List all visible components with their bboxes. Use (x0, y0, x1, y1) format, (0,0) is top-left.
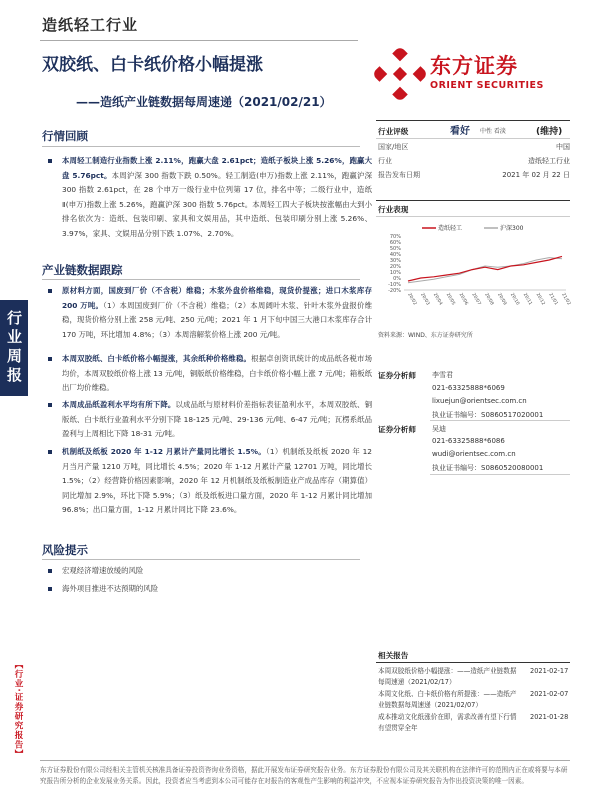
related-heading: 相关报告 (378, 651, 409, 660)
rating-row-key: 行业 (378, 157, 392, 165)
related-title[interactable]: 本周文化纸、白卡纸价格有所提涨：——造纸产业链数据每周速递（2021/02/07） (378, 690, 517, 709)
related-date: 2021-01-28 (530, 713, 569, 721)
analyst-title: 证券分析师 (378, 425, 416, 434)
related-rule (376, 662, 570, 663)
x-tick-label: 20/12 (534, 292, 546, 307)
rating-rule (376, 120, 570, 121)
list-item: 海外项目推进不达预期的风险 (62, 582, 372, 597)
x-tick-label: 20/03 (419, 292, 430, 307)
analyst-name: 吴迪 (432, 425, 446, 433)
rating-thin-rule (376, 138, 570, 139)
report-subtitle: ——造纸产业链数据每周速递（2021/02/21） (76, 95, 332, 109)
logo-name-en: ORIENT SECURITIES (430, 80, 544, 91)
y-tick-label: 10% (389, 270, 401, 276)
list-item: 机制纸及纸板 2020 年 1-12 月累计产量同比增长 1.5%。（1）机制纸及纸板 2020 年 12 月当月产量 1210 万吨，同比增长 4.5%；2020 年 1-12 月累计产量 12701 万吨，同比增长 1.5%；（2）经营降价格因素影响，2020 年 12 月机制纸及纸板制造业产成品库存（期算值）同比增加 2.9%，环比下降 5.9%；（3）纸及纸板进口量方面，2020 年 1-12 月累计同比增加 96.8%；出口量方面，1-12 月累计同比下降 23.6%。 (62, 445, 372, 518)
analyst-name: 李雪君 (432, 371, 453, 379)
report-title: 双胶纸、白卡纸价格小幅提涨 (42, 55, 263, 75)
analyst-phone: 021-63325888*6086 (432, 437, 505, 445)
bullet-icon (48, 357, 52, 361)
performance-chart (376, 218, 570, 318)
rating-label: 行业评级 (378, 127, 409, 136)
list-item: 宏观经济增速放缓的风险 (62, 564, 372, 579)
x-tick-label: 20/10 (508, 292, 520, 307)
list-item: 本周双胶纸、白卡纸价格小幅提涨，其余纸种价格维稳。根据卓创资讯统计的成品纸各税市场均价，本周双胶纸价格上涨 13 元/吨，铜版纸价格维稳，白卡纸价格小幅上涨 7 元/吨；箱板纸出厂均价维稳。 (62, 352, 372, 396)
related-date: 2021-02-17 (530, 667, 569, 675)
rating-value: 看好 (450, 126, 470, 137)
bullet-icon (48, 587, 52, 591)
x-tick-label: 20/08 (483, 292, 495, 307)
side-tab: 行业周报 (0, 300, 28, 396)
perf-thin-rule (376, 216, 570, 217)
related-date: 2021-02-07 (530, 690, 569, 698)
rating-row-value: 造纸轻工行业 (528, 157, 570, 165)
list-item: 本周成品纸盈利水平均有所下降。以成品纸与原材料价差指标表征盈利水平，本周双胶纸、铜版纸、白卡纸行业盈利水平分别下降 18-125 元/吨、29-136 元/吨、6-47 元/吨；瓦楞系纸品盈利与上周相比下降 18-31 元/吨。 (62, 398, 372, 442)
x-tick-label: 21/01 (547, 292, 559, 307)
header-rule (40, 40, 358, 41)
y-tick-label: -20% (388, 288, 401, 294)
perf-heading: 行业表现 (378, 205, 409, 214)
rating-row-key: 报告发布日期 (378, 171, 420, 179)
report-category: 造纸轻工行业 (42, 16, 139, 34)
chart-source: 资料来源：WIND、东方证券研究所 (378, 332, 473, 339)
rating-row-key: 国家/地区 (378, 143, 409, 151)
y-tick-label: -10% (388, 282, 401, 288)
rating-row-value: 中国 (556, 143, 570, 151)
bullet-icon (48, 289, 52, 293)
x-tick-label: 20/04 (431, 292, 443, 307)
analyst-title: 证券分析师 (378, 371, 416, 380)
footer-rule (40, 760, 570, 761)
x-tick-label: 20/07 (470, 292, 482, 307)
analyst-phone: 021-63325888*6069 (432, 384, 505, 392)
x-tick-label: 20/11 (521, 292, 533, 307)
y-tick-label: 40% (389, 252, 401, 258)
series-line-paper (408, 256, 562, 281)
section-heading-review: 行情回顾 (42, 129, 88, 143)
logo-mark-icon (374, 48, 426, 100)
section-rule (42, 279, 360, 280)
legend-label-hs300: 沪深300 (500, 225, 524, 232)
analyst-email[interactable]: lixuejun@orientsec.com.cn (432, 397, 527, 405)
rating-status: (维持) (536, 127, 563, 137)
bullet-icon (48, 450, 52, 454)
bullet-icon (48, 159, 52, 163)
section-heading-chain: 产业链数据跟踪 (42, 263, 123, 277)
x-tick-label: 20/02 (406, 292, 418, 307)
y-tick-label: 20% (389, 264, 401, 270)
bullet-icon (48, 569, 52, 573)
y-tick-label: 50% (389, 246, 401, 252)
legend-label-paper: 造纸轻工 (438, 225, 463, 232)
analyst-cert: 执业证书编号：S0860517020001 (432, 411, 544, 419)
section-rule (42, 146, 360, 147)
list-item: 原材料方面，国废到厂价（不含税）维稳；木浆外盘价格维稳，现货价提涨；进口木浆库存 200 万吨。（1）本周国废到厂价（不含税）维稳；（2）本周阔叶木浆、针叶木浆外盘报价维稳，现货价格分别上涨 258 元/吨、250 元/吨；2021 年 1 月下旬中国三大港口木浆库存合计 170 万吨，环比增加 4.8%；（3）本周溶解浆价格上涨 200 元/吨。 (62, 284, 372, 342)
footer-disclaimer: 东方证券股份有限公司经相关主管机关核准具备证券投资咨询业务资格，据此开展发布证券研究报告业务。东方证券股份有限公司及其关联机构在法律许可的范围内正在或将要与本研究报告所分析的企业发展业务关系。因此，投资者应当考虑到本公司可能存在对报告的客观性产生影响的利益冲突，不应视本证券研究报告为作出投资决策的唯一因素。 (40, 766, 568, 785)
y-tick-label: 60% (389, 240, 401, 246)
related-title[interactable]: 成本推动文化纸涨价在即，需求改善有望下行情有望贯穿全年 (378, 713, 517, 732)
analyst-cert: 执业证书编号：S0860520080001 (432, 464, 544, 472)
y-tick-label: 30% (389, 258, 401, 264)
analyst-email[interactable]: wudi@orientsec.com.cn (432, 450, 516, 458)
related-title[interactable]: 本周双胶纸价格小幅提涨：——造纸产业链数据每周速递（2021/02/17） (378, 667, 517, 686)
list-item: 本周轻工制造行业指数上涨 2.11%，跑赢大盘 2.61pct；造纸子板块上涨 5.26%，跑赢大盘 5.76pct。本周沪深 300 指数下跌 0.50%。轻工制造(申万)指数上涨 2.11%，跑赢沪深 300 指数 2.61pct，在 28 个申万一级行业中位列第 17 位，排名中等；二级行业中，造纸Ⅱ(申万)指数上涨 5.26%，跑赢沪深 300 指数 5.76pct。本周轻工四大子板块按涨幅由大到小排名依次为：造纸、包装印刷、家具和文娱用品，其中造纸、包装印刷分别上涨 5.26%、3.97%，家具、文娱用品分别下跌 1.07%、2.70%。 (62, 154, 372, 242)
side-note: 【行业·证券研究报告】 (13, 660, 23, 760)
y-tick-label: 70% (389, 234, 401, 240)
y-tick-label: 0% (393, 276, 401, 282)
section-rule (42, 559, 360, 560)
x-tick-label: 20/09 (496, 292, 507, 307)
rating-row-value: 2021 年 02 月 22 日 (502, 171, 570, 179)
x-tick-label: 20/05 (444, 292, 456, 307)
analyst-rule (430, 474, 570, 475)
x-tick-label: 21/02 (560, 292, 572, 307)
section-heading-risk: 风险提示 (42, 543, 88, 557)
perf-rule (376, 200, 570, 201)
x-tick-label: 20/06 (457, 292, 469, 307)
company-logo (372, 36, 572, 114)
rating-levels: 中性 看淡 (480, 128, 506, 135)
logo-name-cn: 东方证券 (430, 54, 518, 78)
analyst-rule (430, 420, 570, 421)
bullet-icon (48, 403, 52, 407)
